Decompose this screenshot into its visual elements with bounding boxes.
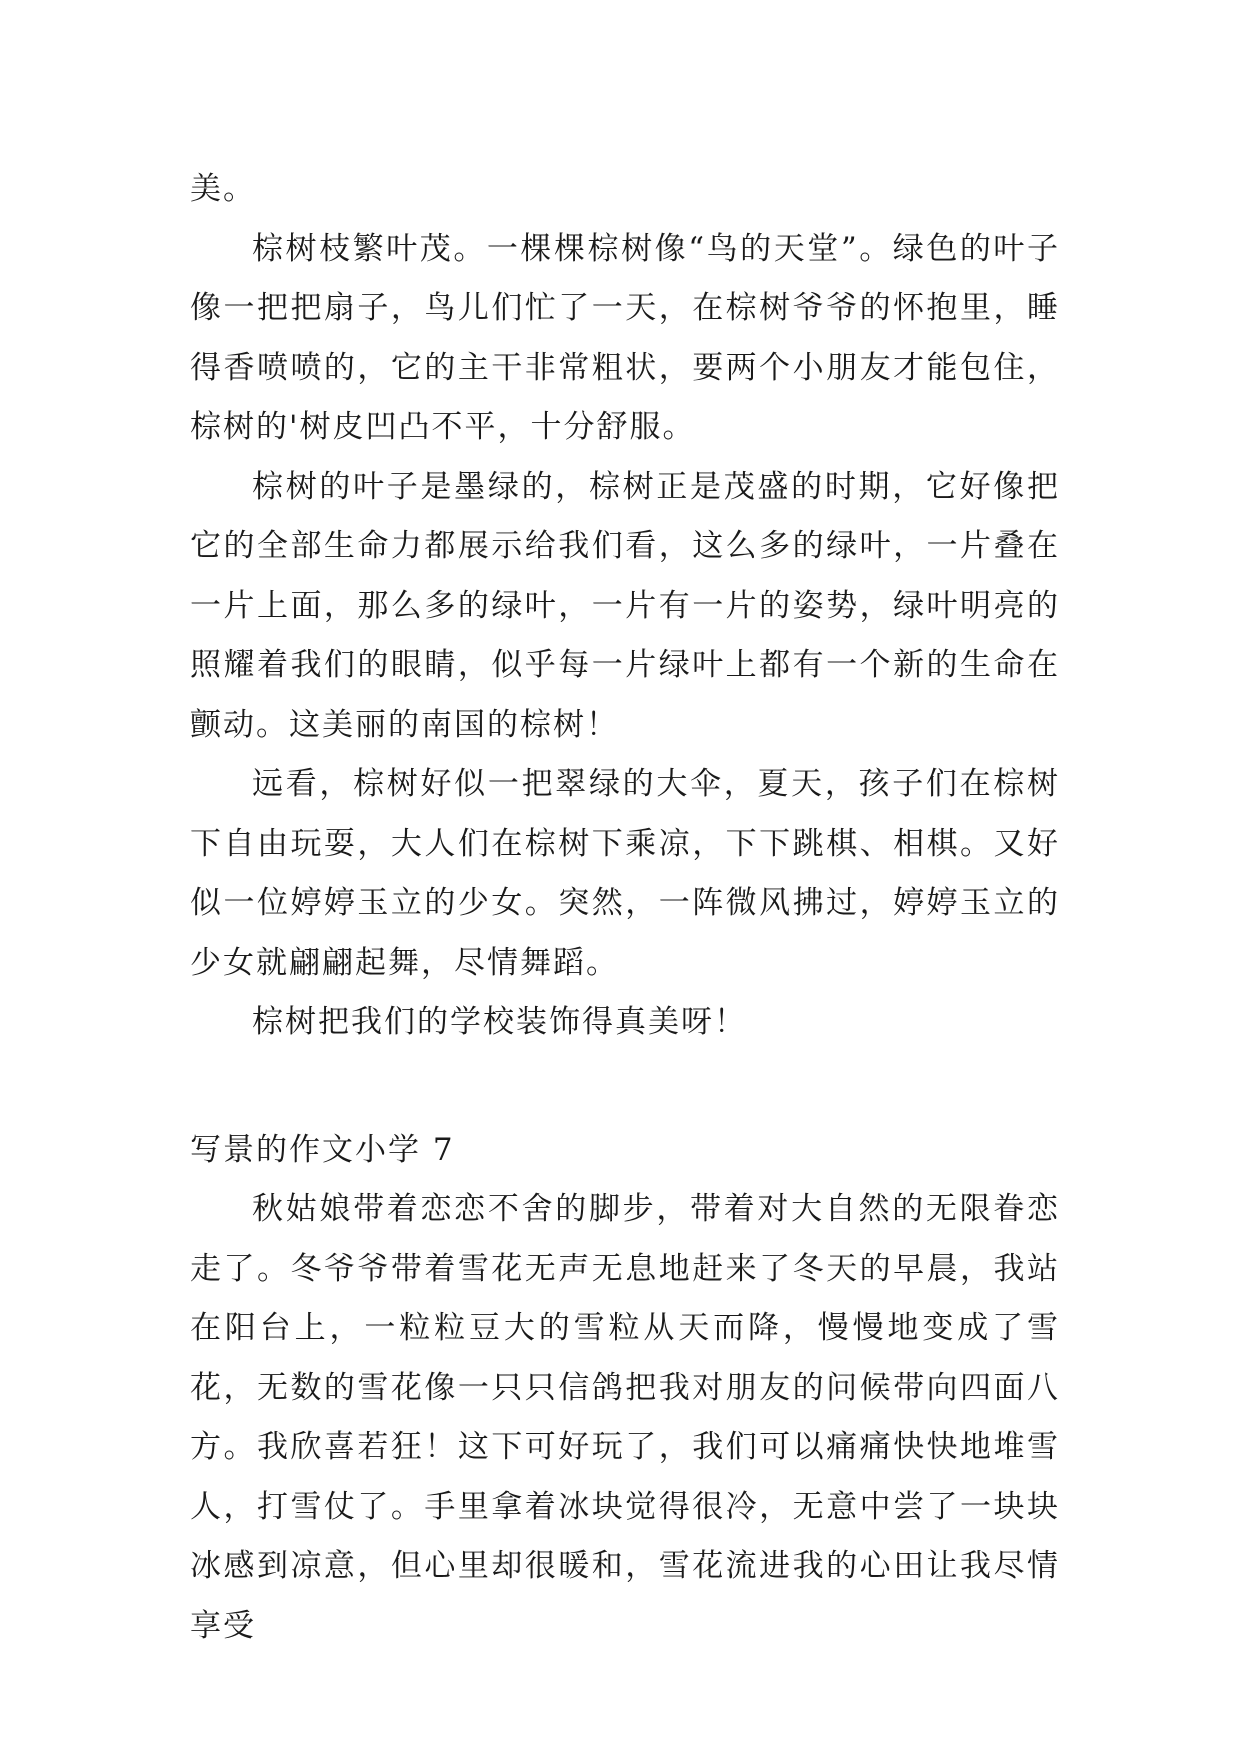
section-title: 写景的作文小学 7 [190, 1131, 455, 1168]
paragraph-winter-snow: 秋姑娘带着恋恋不舍的脚步，带着对大自然的无限眷恋走了。冬爷爷带着雪花无声无息地赶来了冬天的早晨，我站在阳台上，一粒粒豆大的雪粒从天而降，慢慢地变成了雪花，无数的雪花像一只只信鸽把我对朋友的问候带向四面八方。我欣喜若狂！这下可好玩了，我们可以痛痛快快地堆雪人，打雪仗了。手里拿着冰块觉得很冷，无意中尝了一块块冰感到凉意，但心里却很暖和，雪花流进我的心田让我尽情享受 [190, 1191, 1060, 1644]
paragraph-dark-green-leaves: 棕树的叶子是墨绿的，棕树正是茂盛的时期，它好像把它的全部生命力都展示给我们看，这么多的绿叶，一片叠在一片上面，那么多的绿叶，一片有一片的姿势，绿叶明亮的照耀着我们的眼睛，似乎每一片绿叶上都有一个新的生命在颤动。这美丽的南国的棕树！ [190, 468, 1060, 743]
paragraph-palm-leaves: 棕树枝繁叶茂。一棵棵棕树像“鸟的天堂”。绿色的叶子像一把把扇子，鸟儿们忙了一天，在棕树爷爷的怀抱里，睡得香喷喷的，它的主干非常粗状，要两个小朋友才能包住，棕树的'树皮凹凸不平，十分舒服。 [190, 230, 1060, 445]
paragraph-umbrella: 远看，棕树好似一把翠绿的大伞，夏天，孩子们在棕树下自由玩耍，大人们在棕树下乘凉，下下跳棋、相棋。又好似一位婷婷玉立的少女。突然，一阵微风拂过，婷婷玉立的少女就翩翩起舞，尽情舞蹈。 [190, 766, 1060, 981]
paragraph-school-decorated: 棕树把我们的学校装饰得真美呀！ [252, 1004, 747, 1040]
paragraph-continuation: 美。 [190, 171, 256, 207]
document-body [190, 160, 1060, 1656]
